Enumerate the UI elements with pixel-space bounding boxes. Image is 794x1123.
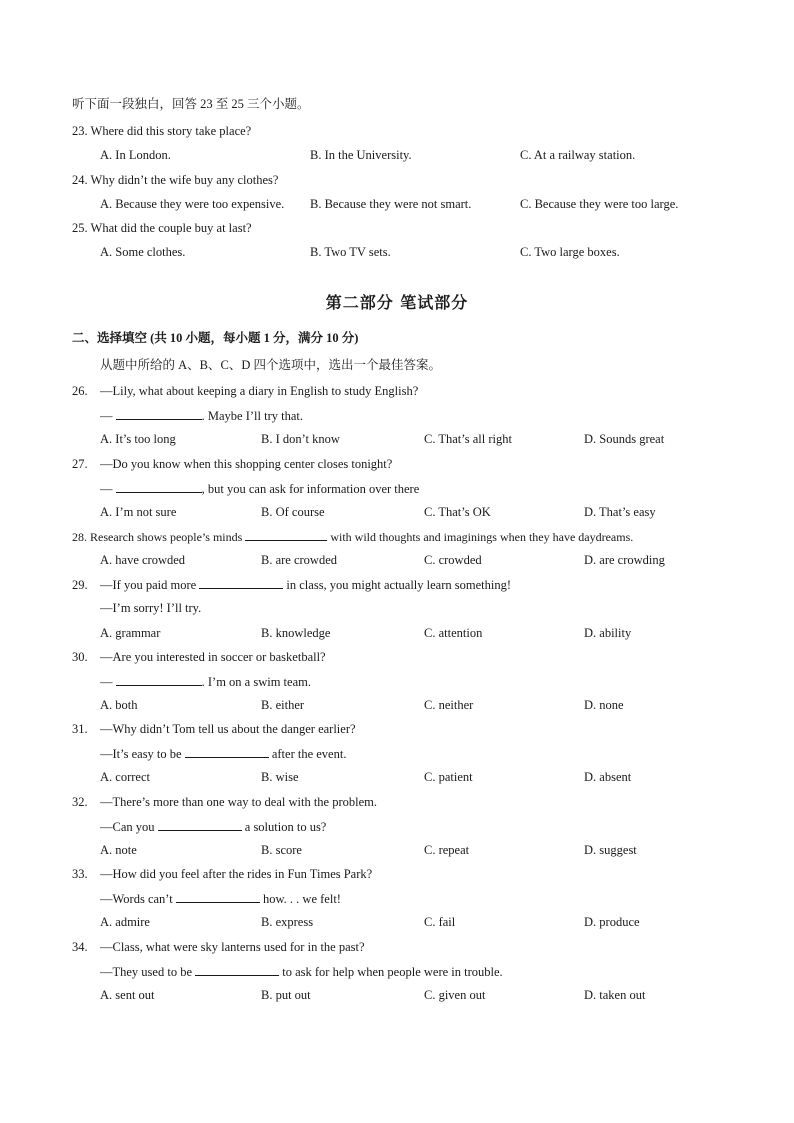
question-26-option-c: C. That’s all right bbox=[424, 432, 512, 446]
question-25-stem: 25. What did the couple buy at last? bbox=[72, 221, 252, 235]
question-24-option-a: A. Because they were too expensive. bbox=[100, 197, 285, 211]
answer-blank bbox=[116, 407, 202, 420]
question-27-option-c: C. That’s OK bbox=[424, 505, 491, 519]
question-29-option-c: C. attention bbox=[424, 626, 483, 640]
answer-blank bbox=[176, 890, 260, 903]
listening-intro: 听下面一段独白，回答 23 至 25 三个小题。 bbox=[72, 97, 310, 111]
question-27-option-d: D. That’s easy bbox=[584, 505, 656, 519]
question-31-stem: 31. —Why didn’t Tom tell us about the danger earlier? bbox=[72, 722, 356, 736]
question-30-option-d: D. none bbox=[584, 698, 624, 712]
question-31-option-c: C. patient bbox=[424, 770, 473, 784]
question-26-option-b: B. I don’t know bbox=[261, 432, 340, 446]
question-number: 27. bbox=[72, 457, 88, 471]
section-instruction: 从题中所给的 A、B、C、D 四个选项中，选出一个最佳答案。 bbox=[100, 358, 441, 372]
question-number: 33. bbox=[72, 867, 88, 881]
question-30-option-a: A. both bbox=[100, 698, 138, 712]
question-27-response: — , but you can ask for information over there bbox=[100, 482, 420, 496]
question-number: 32. bbox=[72, 795, 88, 809]
question-23-option-b: B. In the University. bbox=[310, 148, 412, 162]
question-26-response: — . Maybe I’ll try that. bbox=[100, 409, 303, 423]
question-23-option-c: C. At a railway station. bbox=[520, 148, 636, 162]
question-32-option-a: A. note bbox=[100, 843, 137, 857]
question-26-option-a: A. It’s too long bbox=[100, 432, 176, 446]
question-25-option-c: C. Two large boxes. bbox=[520, 245, 620, 259]
question-number: 29. bbox=[72, 578, 88, 592]
question-33-stem: 33. —How did you feel after the rides in Fun Times Park? bbox=[72, 867, 373, 881]
question-29-stem: 29. —If you paid more in class, you might actually learn something! bbox=[72, 578, 512, 592]
answer-blank bbox=[116, 673, 202, 686]
question-30-response: — . I’m on a swim team. bbox=[100, 675, 311, 689]
question-33-option-b: B. express bbox=[261, 915, 314, 929]
question-31-option-a: A. correct bbox=[100, 770, 150, 784]
question-34-option-c: C. given out bbox=[424, 988, 486, 1002]
answer-blank bbox=[158, 818, 242, 831]
answer-blank bbox=[199, 576, 283, 589]
question-33-response: —Words can’t how. . . we felt! bbox=[100, 892, 341, 906]
question-number: 31. bbox=[72, 722, 88, 736]
question-33-option-c: C. fail bbox=[424, 915, 456, 929]
question-25-option-a: A. Some clothes. bbox=[100, 245, 186, 259]
question-34-response: —They used to be to ask for help when people were in trouble. bbox=[100, 965, 503, 979]
section-header: 二、选择填空 (共 10 小题，每小题 1 分，满分 10 分) bbox=[72, 331, 359, 345]
question-26-stem: 26. —Lily, what about keeping a diary in English to study English? bbox=[72, 384, 419, 398]
question-number: 26. bbox=[72, 384, 88, 398]
question-28-option-b: B. are crowded bbox=[261, 553, 338, 567]
question-27-option-b: B. Of course bbox=[261, 505, 325, 519]
question-24-option-c: C. Because they were too large. bbox=[520, 197, 679, 211]
question-29-option-a: A. grammar bbox=[100, 626, 161, 640]
question-30-option-b: B. either bbox=[261, 698, 305, 712]
question-29-option-d: D. ability bbox=[584, 626, 632, 640]
question-30-stem: 30. —Are you interested in soccer or basketball? bbox=[72, 650, 326, 664]
question-23-option-a: A. In London. bbox=[100, 148, 171, 162]
question-34-option-b: B. put out bbox=[261, 988, 311, 1002]
question-32-stem: 32. —There’s more than one way to deal with the problem. bbox=[72, 795, 378, 809]
question-32-option-b: B. score bbox=[261, 843, 302, 857]
question-28-option-d: D. are crowding bbox=[584, 553, 665, 567]
question-number: 30. bbox=[72, 650, 88, 664]
question-32-option-d: D. suggest bbox=[584, 843, 637, 857]
question-33-option-a: A. admire bbox=[100, 915, 150, 929]
question-29-option-b: B. knowledge bbox=[261, 626, 331, 640]
question-34-option-d: D. taken out bbox=[584, 988, 646, 1002]
part-two-title: 第二部分 笔试部分 bbox=[325, 293, 469, 312]
question-34-option-a: A. sent out bbox=[100, 988, 155, 1002]
question-28-option-a: A. have crowded bbox=[100, 553, 186, 567]
answer-blank bbox=[185, 745, 269, 758]
question-number: 34. bbox=[72, 940, 88, 954]
question-34-stem: 34. —Class, what were sky lanterns used for in the past? bbox=[72, 940, 365, 954]
question-number: 28. bbox=[72, 530, 87, 544]
question-30-option-c: C. neither bbox=[424, 698, 474, 712]
question-26-option-d: D. Sounds great bbox=[584, 432, 665, 446]
question-27-option-a: A. I’m not sure bbox=[100, 505, 177, 519]
question-32-option-c: C. repeat bbox=[424, 843, 470, 857]
question-28-stem: 28. Research shows people’s minds with wild thoughts and imaginings when they have daydreams. bbox=[72, 530, 634, 544]
question-24-stem: 24. Why didn’t the wife buy any clothes? bbox=[72, 173, 279, 187]
question-24-option-b: B. Because they were not smart. bbox=[310, 197, 472, 211]
question-33-option-d: D. produce bbox=[584, 915, 640, 929]
question-31-option-b: B. wise bbox=[261, 770, 299, 784]
question-28-option-c: C. crowded bbox=[424, 553, 482, 567]
question-32-response: —Can you a solution to us? bbox=[100, 820, 327, 834]
question-29-response: —I’m sorry! I’ll try. bbox=[100, 601, 202, 615]
question-31-response: —It’s easy to be after the event. bbox=[100, 747, 347, 761]
question-23-stem: 23. Where did this story take place? bbox=[72, 124, 252, 138]
answer-blank bbox=[245, 528, 327, 541]
answer-blank bbox=[116, 480, 202, 493]
question-27-stem: 27. —Do you know when this shopping center closes tonight? bbox=[72, 457, 393, 471]
answer-blank bbox=[195, 963, 279, 976]
question-31-option-d: D. absent bbox=[584, 770, 632, 784]
question-25-option-b: B. Two TV sets. bbox=[310, 245, 391, 259]
